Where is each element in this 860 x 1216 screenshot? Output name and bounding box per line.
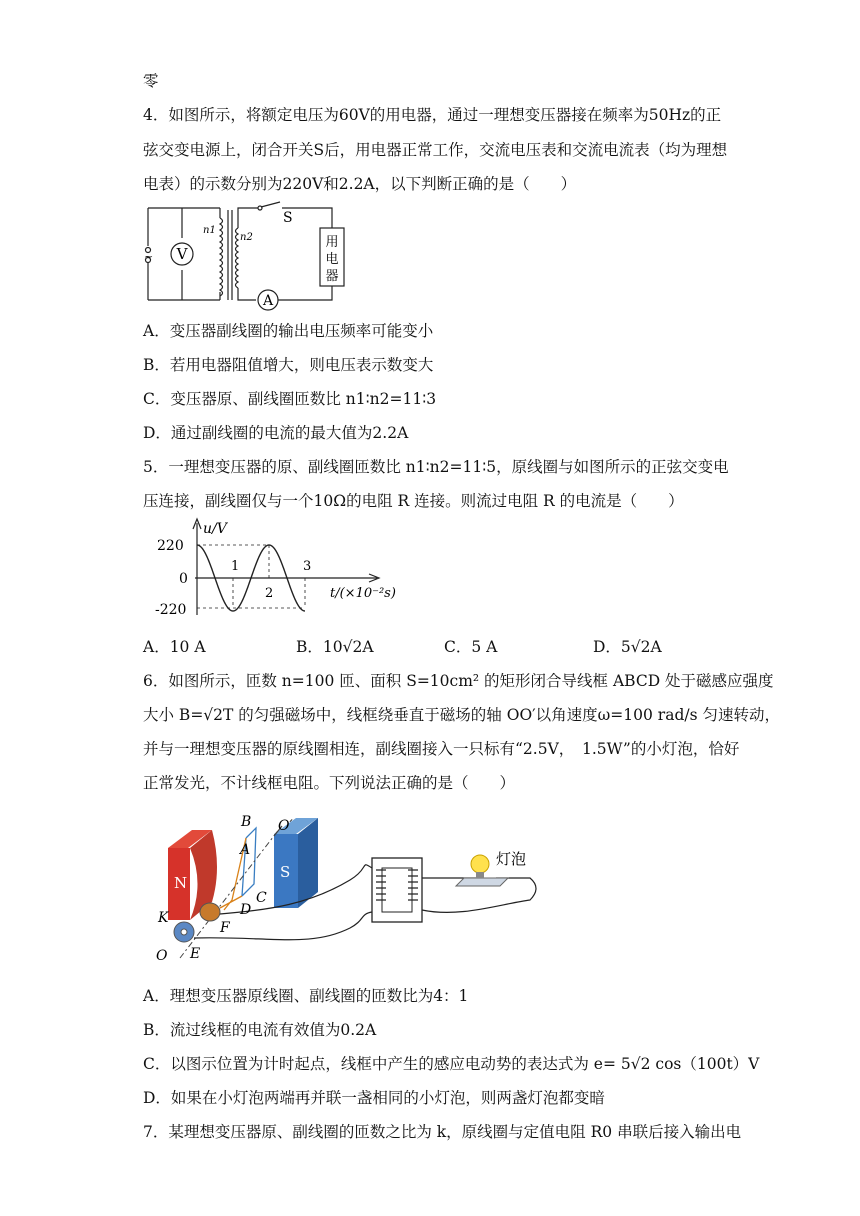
voltmeter-label: V	[176, 245, 188, 263]
q5-option-d: D．5√2A	[593, 638, 662, 656]
graph-x-label: t/(×10⁻²s)	[330, 586, 396, 601]
q4-option-a: A．变压器副线圈的输出电压频率可能变小	[143, 322, 434, 340]
graph-ytick-220: 220	[157, 538, 184, 554]
graph-ytick-0: 0	[179, 571, 188, 587]
ac-source-label: ~	[144, 250, 154, 263]
switch-label: S	[283, 210, 293, 226]
q4-stem-line-2: 弦交变电源上，闭合开关S后，用电器正常工作，交流电压表和交流电流表（均为理想	[143, 141, 728, 159]
q4-option-b: B．若用电器阻值增大，则电压表示数变大	[143, 356, 434, 374]
q6-generator-transformer-figure	[150, 808, 550, 968]
q4-stem-line-1: 4．如图所示，将额定电压为60V的用电器，通过一理想变压器接在频率为50Hz的正	[143, 106, 722, 124]
q6-stem-line-1: 6．如图所示，匝数 n=100 匝、面积 S=10cm² 的矩形闭合导线框 ABCD 处于磁感应强度	[143, 672, 774, 690]
label-A: A	[240, 842, 251, 858]
magnet-n-label: N	[174, 874, 188, 892]
appliance-char-1: 用	[325, 235, 339, 250]
graph-y-label: u/V	[203, 521, 227, 537]
q5-stem-line-1: 5．一理想变压器的原、副线圈匝数比 n1∶n2=11∶5，原线圈与如图所示的正弦交变电	[143, 458, 729, 476]
q6-option-a: A．理想变压器原线圈、副线圈的匝数比为4：1	[143, 987, 469, 1005]
q6-option-c: C．以图示位置为计时起点，线框中产生的感应电动势的表达式为 e= 5√2 cos（100t）V	[143, 1055, 760, 1073]
prev-question-fragment: 零	[143, 72, 159, 90]
bulb-label: 灯泡	[496, 850, 527, 868]
q7-stem-line-1: 7．某理想变压器原、副线圈的匝数之比为 k，原线圈与定值电阻 R0 串联后接入输出电	[143, 1123, 742, 1141]
label-O: O	[156, 948, 168, 964]
q6-stem-line-3: 并与一理想变压器的原线圈相连，副线圈接入一只标有“2.5V， 1.5W”的小灯泡，恰好	[143, 740, 740, 758]
graph-xtick-2: 2	[265, 586, 274, 601]
label-O-prime: O′	[278, 818, 293, 834]
q5-option-a: A．10 A	[143, 638, 206, 656]
q4-stem-line-3: 电表）的示数分别为220V和2.2A，以下判断正确的是（ ）	[143, 175, 577, 193]
appliance-char-3: 器	[325, 269, 339, 284]
label-D: D	[240, 902, 252, 918]
q6-stem-line-2: 大小 B=√2T 的匀强磁场中，线框绕垂直于磁场的轴 OO′以角速度ω=100 rad/s 匀速转动，	[143, 706, 780, 724]
graph-xtick-1: 1	[231, 559, 240, 574]
q5-sine-voltage-graph	[155, 515, 400, 620]
q5-stem-line-2: 压连接，副线圈仅与一个10Ω的电阻 R 连接。则流过电阻 R 的电流是（ ）	[143, 492, 684, 510]
magnet-s-label: S	[280, 863, 291, 881]
graph-ytick-neg220: -220	[155, 602, 187, 618]
q4-option-c: C．变压器原、副线圈匝数比 n1∶n2=11∶3	[143, 390, 437, 408]
label-E: E	[190, 946, 201, 962]
n2-label: n2	[240, 232, 253, 243]
q4-option-d: D．通过副线圈的电流的最大值为2.2A	[143, 424, 409, 442]
ammeter-label: A	[262, 293, 274, 309]
q6-option-d: D．如果在小灯泡两端再并联一盏相同的小灯泡，则两盏灯泡都变暗	[143, 1089, 605, 1107]
q6-option-b: B．流过线框的电流有效值为0.2A	[143, 1021, 377, 1039]
appliance-char-2: 电	[325, 252, 339, 267]
label-K: K	[158, 910, 169, 926]
q5-option-c: C．5 A	[444, 638, 498, 656]
label-C: C	[256, 890, 267, 906]
graph-xtick-3: 3	[303, 559, 312, 574]
n1-label: n1	[203, 225, 216, 236]
q5-option-b: B．10√2A	[296, 638, 374, 656]
q6-stem-line-4: 正常发光，不计线框电阻。下列说法正确的是（ ）	[143, 774, 516, 792]
label-F: F	[220, 920, 230, 936]
q4-transformer-circuit-figure	[140, 200, 370, 315]
label-B: B	[241, 814, 252, 830]
